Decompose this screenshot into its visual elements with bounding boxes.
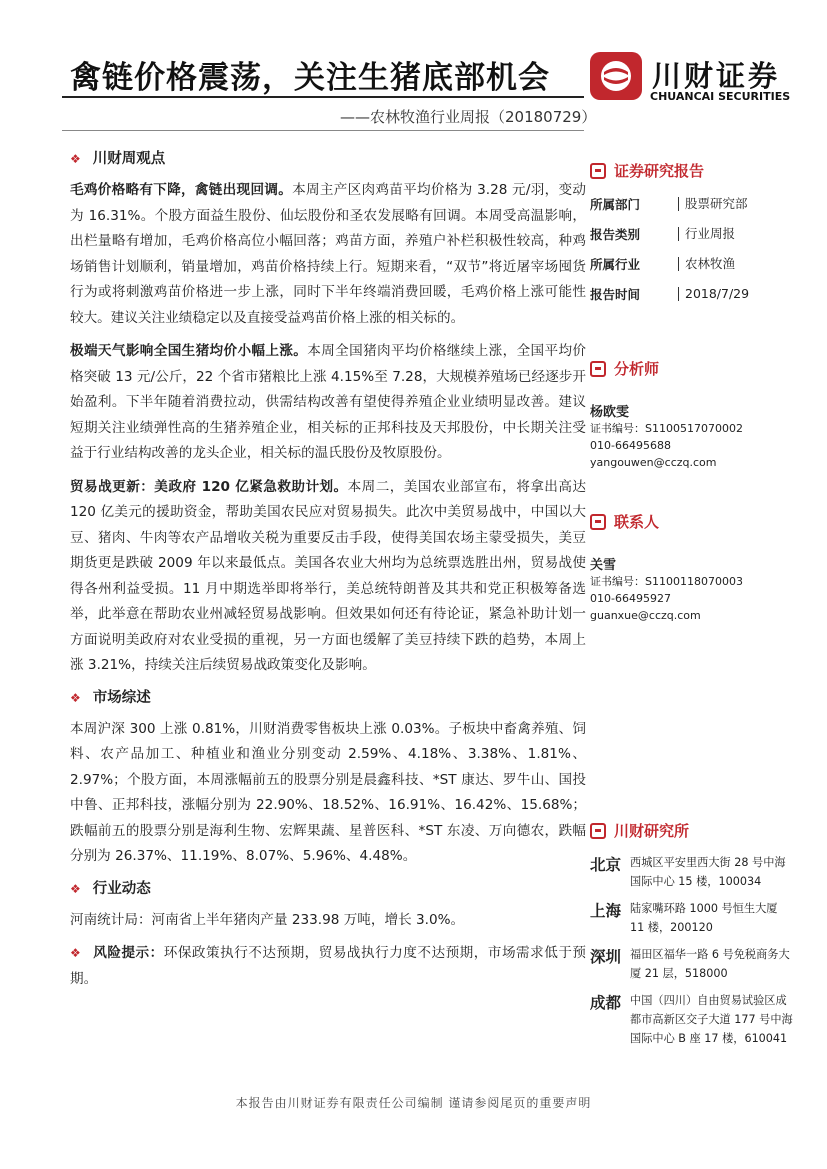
contact-cert: 证书编号：S1100118070003 bbox=[590, 575, 743, 588]
section-heading-view: ❖ 川财周观点 bbox=[70, 148, 586, 172]
report-subtitle: ——农林牧渔行业周报（20180729） bbox=[340, 108, 597, 126]
title-rule bbox=[62, 96, 584, 98]
sidebar-heading-report: 证券研究报告 bbox=[590, 160, 800, 181]
subtitle-rule bbox=[62, 130, 584, 131]
logo-text-cn: 川财证券 bbox=[652, 59, 781, 93]
contact-email[interactable]: guanxue@cczq.com bbox=[590, 609, 701, 622]
analyst-cert: 证书编号：S1100517070002 bbox=[590, 422, 743, 435]
logo-text-en: CHUANCAI SECURITIES bbox=[650, 90, 791, 103]
contact-name: 关雪 bbox=[590, 558, 617, 573]
diamond-bullet-icon: ❖ bbox=[70, 152, 81, 167]
info-row: 所属部门 股票研究部 bbox=[590, 196, 748, 212]
paragraph-poultry: 毛鸡价格略有下降，禽链出现回调。本周主产区肉鸡苗平均价格为 3.28 元/羽，变动为 16.31%。个股方面益生股份、仙坛股份和圣农发展略有回调。本周受高温影响，出栏量略有增加，毛鸡价格高位小幅回落；鸡苗方面，养殖户补栏积极性较高，种鸡场销售计划顺利，销量增加，鸡苗价格持续上行。短期来看，“双节”将近屠宰场囤货行为或将刺激鸡苗价格进一步上涨，同时下半年终端消费回暖，毛鸡价格上涨可能性较大。建议关注业绩稳定以及直接受益鸡苗价格上涨的相关标的。 bbox=[70, 182, 586, 326]
company-logo-icon bbox=[588, 50, 644, 102]
info-row: 报告时间 2018/7/29 bbox=[590, 286, 750, 302]
analyst-name: 杨欧雯 bbox=[590, 405, 630, 420]
diamond-bullet-icon: ❖ bbox=[70, 946, 82, 960]
office-chengdu: 成都 中国（四川）自由贸易试验区成都市高新区交子大道 177 号中海国际中心 B 座 17 楼，610041 bbox=[590, 994, 793, 1045]
info-row: 所属行业 农林牧渔 bbox=[590, 256, 736, 272]
sidebar-contact bbox=[590, 511, 800, 624]
analyst-phone: 010-66495688 bbox=[590, 439, 671, 452]
diamond-bullet-icon: ❖ bbox=[70, 690, 81, 705]
sidebar-heading-contact: 联系人 bbox=[590, 511, 800, 532]
section-heading-market: ❖ 市场综述 bbox=[70, 687, 586, 711]
office-shenzhen: 深圳 福田区福华一路 6 号免税商务大厦 21 层，518000 bbox=[590, 948, 790, 980]
section-heading-industry: ❖ 行业动态 bbox=[70, 878, 586, 902]
report-title: 禽链价格震荡，关注生猪底部机会 bbox=[70, 60, 550, 96]
section-marker-icon bbox=[590, 361, 606, 377]
paragraph-trade-war: 贸易战更新：美政府 120 亿紧急救助计划。本周二，美国农业部宣布，将拿出高达 120 亿美元的援助资金，帮助美国农民应对贸易损失。此次中美贸易战中，中国以大豆、猪肉、牛肉等农产品增收关税为重要反击手段，使得美国农场主蒙受损失，美豆期货更是跌破 2009 年以来最低点。美国各农业大州均为总统票选胜出州，贸易战使得各州利益受损。11 月中期选举即将举行，美总统特朗普及其共和党正积极筹备选举，此举意在帮助农业州减轻贸易战影响。但效果如何还有待论证，紧急补助计划一方面说明美政府对农业受损的重视，另一方面也缓解了美豆持续下跌的趋势，本周上涨 3.21%，持续关注后续贸易战政策变化及影响。 bbox=[70, 478, 587, 673]
main-content bbox=[70, 148, 586, 1000]
paragraph-industry: 河南统计局：河南省上半年猪肉产量 233.98 万吨，增长 3.0%。 bbox=[70, 911, 465, 928]
contact-phone: 010-66495927 bbox=[590, 592, 671, 605]
sidebar-heading-institute: 川财研究所 bbox=[590, 820, 800, 841]
office-shanghai: 上海 陆家嘴环路 1000 号恒生大厦 11 楼，200120 bbox=[590, 902, 778, 934]
section-marker-icon bbox=[590, 514, 606, 530]
office-beijing: 北京 西城区平安里西大街 28 号中海国际中心 15 楼，100034 bbox=[590, 856, 786, 888]
paragraph-hog: 极端天气影响全国生猪均价小幅上涨。本周全国猪肉平均价格继续上涨，全国平均价格突破 13 元/公斤，22 个省市猪粮比上涨 4.15%至 7.28，大规模养殖场已经逐步开始盈利。下半年随着消费拉动，供需结构改善有望使得养殖企业业绩明显改善。建议短期关注业绩弹性高的生猪养殖企业，相关标的正邦科技及天邦股份，中长期关注受益于行业结构改善的龙头企业，相关标的温氏股份及牧原股份。 bbox=[70, 343, 587, 461]
sidebar-analyst bbox=[590, 358, 800, 471]
footer-disclaimer: 本报告由川财证券有限责任公司编制 谨请参阅尾页的重要声明 bbox=[235, 1096, 592, 1110]
paragraph-risk: ❖ 风险提示：环保政策执行不达预期，贸易战执行力度不达预期，市场需求低于预期。 bbox=[70, 945, 587, 987]
section-marker-icon bbox=[590, 823, 606, 839]
analyst-email[interactable]: yangouwen@cczq.com bbox=[590, 456, 717, 469]
section-marker-icon bbox=[590, 163, 606, 179]
sidebar-report-info bbox=[590, 160, 800, 309]
info-row: 报告类别 行业周报 bbox=[590, 226, 736, 242]
sidebar-institute bbox=[590, 820, 800, 1056]
paragraph-market: 本周沪深 300 上涨 0.81%，川财消费零售板块上涨 0.03%。子板块中畜禽养殖、饲料、农产品加工、种植业和渔业分别变动 2.59%、4.18%、3.38%、1.81%、2.97%；个股方面，本周涨幅前五的股票分别是晨鑫科技、*ST 康达、罗牛山、国投中鲁、正邦科技，涨幅分别为 22.90%、18.52%、16.91%、16.42%、15.68%；跌幅前五的股票分别是海利生物、宏辉果蔬、星普医科、*ST 东凌、万向德农，跌幅分别为 26.37%、11.19%、8.07%、5.96%、4.48%。 bbox=[70, 720, 586, 864]
diamond-bullet-icon: ❖ bbox=[70, 881, 81, 896]
sidebar-heading-analyst: 分析师 bbox=[590, 358, 800, 379]
